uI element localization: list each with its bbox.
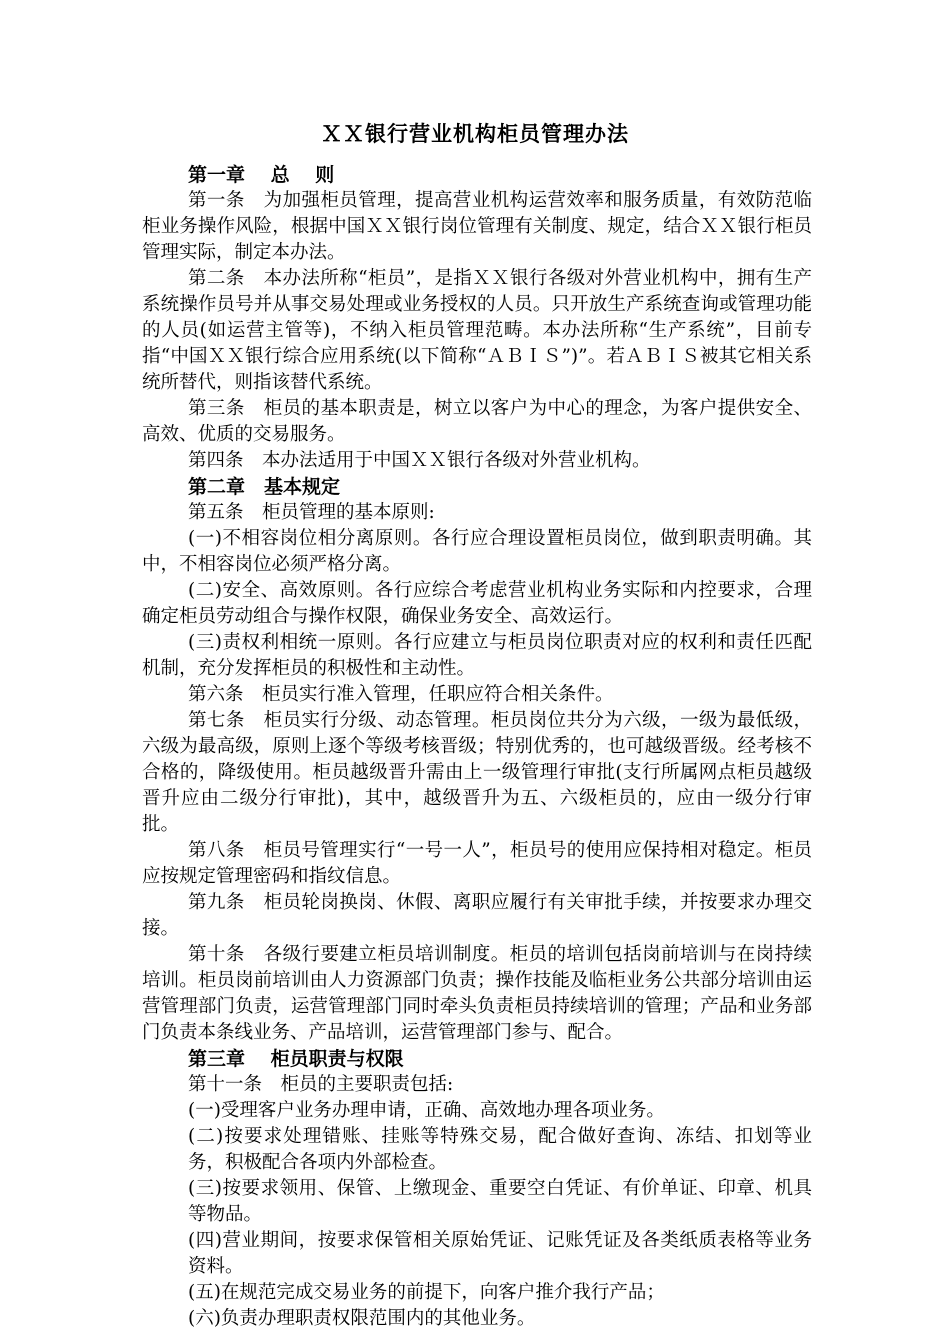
article-paragraph: 第五条 柜员管理的基本原则: xyxy=(188,502,435,523)
article-paragraph: 第七条 柜员实行分级、动态管理。柜员岗位共分为六级，一级为最低级，六级为最高级，原则上逐个等级考核晋级；特别优秀的，也可越级晋级。经考核不合格的，降级使用。柜员越级晋升需由上一级管理行审批(支行所属网点柜员越级晋升应由二级分行审批)，其中，越级晋升为五、六级柜员的，应由一级分行审批。 xyxy=(142,710,812,835)
list-item: (二)按要求处理错账、挂账等特殊交易，配合做好查询、冻结、扣划等业务，积极配合各项内外部检查。 xyxy=(188,1126,812,1173)
article-paragraph: 第三条 柜员的基本职责是，树立以客户为中心的理念，为客户提供安全、高效、优质的交易服务。 xyxy=(142,398,812,445)
list-item: (一)受理客户业务办理申请，正确、高效地办理各项业务。 xyxy=(188,1100,665,1121)
document-title: ＸＸ银行营业机构柜员管理办法 xyxy=(321,121,629,146)
list-item: (三)按要求领用、保管、上缴现金、重要空白凭证、有价单证、印章、机具等物品。 xyxy=(188,1178,812,1225)
list-item: (一)不相容岗位相分离原则。各行应合理设置柜员岗位，做到职责明确。其中，不相容岗位必须严格分离。 xyxy=(142,528,812,575)
article-paragraph: 第二条 本办法所称“柜员”，是指ＸＸ银行各级对外营业机构中，拥有生产系统操作员号并从事交易处理或业务授权的人员。只开放生产系统查询或管理功能的人员(如运营主管等)，不纳入柜员管理范畴。本办法所称“生产系统”，目前专指“中国ＸＸ银行综合应用系统(以下简称“ＡＢＩＳ”)”。若ＡＢＩＳ被其它相关系统所替代，则指该替代系统。 xyxy=(142,268,812,393)
list-item: (三)责权利相统一原则。各行应建立与柜员岗位职责对应的权利和责任匹配机制，充分发挥柜员的积极性和主动性。 xyxy=(142,632,812,679)
article-paragraph: 第六条 柜员实行准入管理，任职应符合相关条件。 xyxy=(188,684,614,705)
article-paragraph: 第八条 柜员号管理实行“一号一人”，柜员号的使用应保持相对稳定。柜员应按规定管理密码和指纹信息。 xyxy=(142,840,812,887)
list-item: (五)在规范完成交易业务的前提下，向客户推介我行产品； xyxy=(188,1282,665,1303)
chapter-heading: 第二章 基本规定 xyxy=(188,476,341,498)
article-paragraph: 第一条 为加强柜员管理，提高营业机构运营效率和服务质量，有效防范临柜业务操作风险，根据中国ＸＸ银行岗位管理有关制度、规定，结合ＸＸ银行柜员管理实际，制定本办法。 xyxy=(142,190,812,263)
article-paragraph: 第九条 柜员轮岗换岗、休假、离职应履行有关审批手续，并按要求办理交接。 xyxy=(142,892,812,939)
article-paragraph: 第四条 本办法适用于中国ＸＸ银行各级对外营业机构。 xyxy=(188,450,651,471)
chapter-heading: 第一章 总 则 xyxy=(188,164,335,186)
article-paragraph: 第十一条 柜员的主要职责包括: xyxy=(188,1074,454,1095)
list-item: (六)负责办理职责权限范围内的其他业务。 xyxy=(188,1308,536,1329)
article-paragraph: 第十条 各级行要建立柜员培训制度。柜员的培训包括岗前培训与在岗持续培训。柜员岗前培训由人力资源部门负责；操作技能及临柜业务公共部分培训由运营管理部门负责，运营管理部门同时牵头负责柜员持续培训的管理；产品和业务部门负责本条线业务、产品培训，运营管理部门参与、配合。 xyxy=(142,944,812,1043)
list-item: (四)营业期间，按要求保管相关原始凭证、记账凭证及各类纸质表格等业务资料。 xyxy=(188,1230,812,1277)
chapter-heading: 第三章 柜员职责与权限 xyxy=(188,1048,404,1070)
document-body xyxy=(142,162,812,1332)
list-item: (二)安全、高效原则。各行应综合考虑营业机构业务实际和内控要求，合理确定柜员劳动组合与操作权限，确保业务安全、高效运行。 xyxy=(142,580,812,627)
